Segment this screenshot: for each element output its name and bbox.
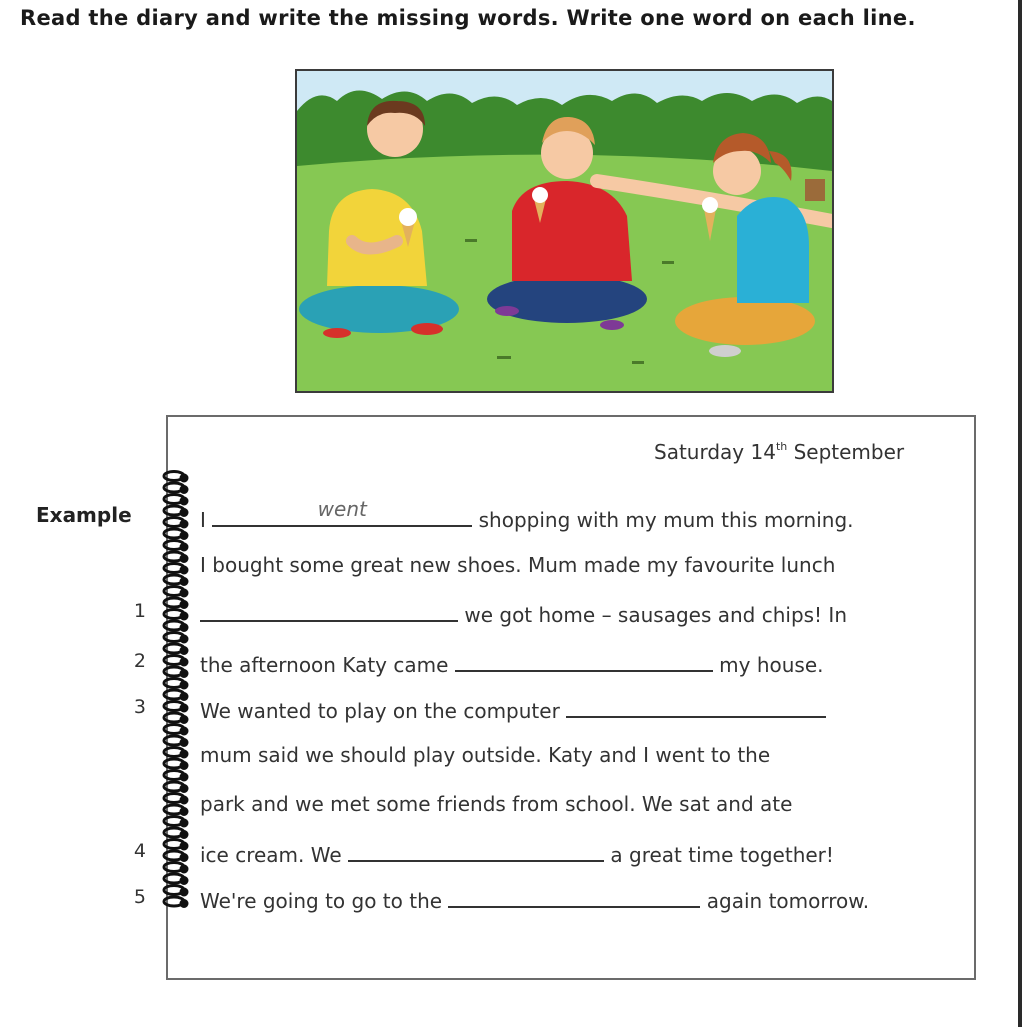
question-2-line: the afternoon Katy came my house. [200, 648, 824, 676]
question-1-blank[interactable] [200, 598, 458, 622]
example-line: I went shopping with my mum this morning. [200, 497, 854, 532]
spiral-hole [181, 866, 187, 872]
instruction-heading: Read the diary and write the missing words. Write one word on each line. [20, 6, 916, 30]
spiral-hole [181, 544, 187, 550]
spiral-hole [181, 625, 187, 631]
spiral-hole [181, 613, 187, 619]
spiral-hole [181, 717, 187, 723]
spiral-hole [181, 694, 187, 700]
question-3-line: We wanted to play on the computer [200, 694, 826, 722]
diary-line-2: I bought some great new shoes. Mum made my favourite lunch [200, 553, 836, 577]
spiral-hole [181, 487, 187, 493]
spiral-hole [181, 475, 187, 481]
spiral-hole [181, 579, 187, 585]
question-1-line: we got home – sausages and chips! In [200, 598, 847, 626]
question-4-blank[interactable] [348, 838, 604, 862]
spiral-hole [181, 889, 187, 895]
spiral-hole [181, 533, 187, 539]
spiral-hole [181, 809, 187, 815]
question-number-3: 3 [133, 696, 146, 718]
diary-date: Saturday 14th September [654, 440, 905, 464]
question-number-5: 5 [133, 886, 146, 908]
question-2-blank[interactable] [455, 648, 713, 672]
question-number-4: 4 [133, 840, 146, 862]
spiral-hole [181, 510, 187, 516]
spiral-hole [181, 797, 187, 803]
spiral-hole [181, 820, 187, 826]
spiral-hole [181, 602, 187, 608]
diary-line-6: mum said we should play outside. Katy and I went to the [200, 743, 771, 767]
question-number-2: 2 [133, 650, 146, 672]
question-number-1: 1 [133, 600, 146, 622]
spiral-hole [181, 855, 187, 861]
example-answer: went [317, 497, 367, 521]
spiral-hole [181, 878, 187, 884]
example-label: Example [36, 503, 132, 527]
page-right-edge [1018, 0, 1022, 1027]
spiral-hole [181, 786, 187, 792]
bench [805, 179, 825, 201]
spiral-binding [148, 468, 192, 918]
spiral-hole [181, 498, 187, 504]
spiral-hole [181, 590, 187, 596]
spiral-hole [181, 774, 187, 780]
example-answer-blank [212, 497, 472, 527]
spiral-hole [181, 567, 187, 573]
spiral-hole [181, 728, 187, 734]
spiral-hole [181, 521, 187, 527]
spiral-hole [181, 843, 187, 849]
diary-line-7: park and we met some friends from school. We sat and ate [200, 792, 793, 816]
spiral-hole [181, 636, 187, 642]
spiral-hole [181, 705, 187, 711]
question-4-line: ice cream. We a great time together! [200, 838, 834, 866]
spiral-hole [181, 671, 187, 677]
spiral-hole [181, 556, 187, 562]
question-5-blank[interactable] [448, 884, 700, 908]
park-illustration [295, 69, 834, 393]
spiral-hole [181, 648, 187, 654]
spiral-hole [181, 763, 187, 769]
spiral-hole [181, 751, 187, 757]
question-5-line: We're going to go to the again tomorrow. [200, 884, 869, 912]
spiral-hole [181, 659, 187, 665]
spiral-hole [181, 832, 187, 838]
spiral-hole [181, 682, 187, 688]
question-3-blank[interactable] [566, 694, 826, 718]
spiral-hole [181, 901, 187, 907]
spiral-hole [181, 740, 187, 746]
